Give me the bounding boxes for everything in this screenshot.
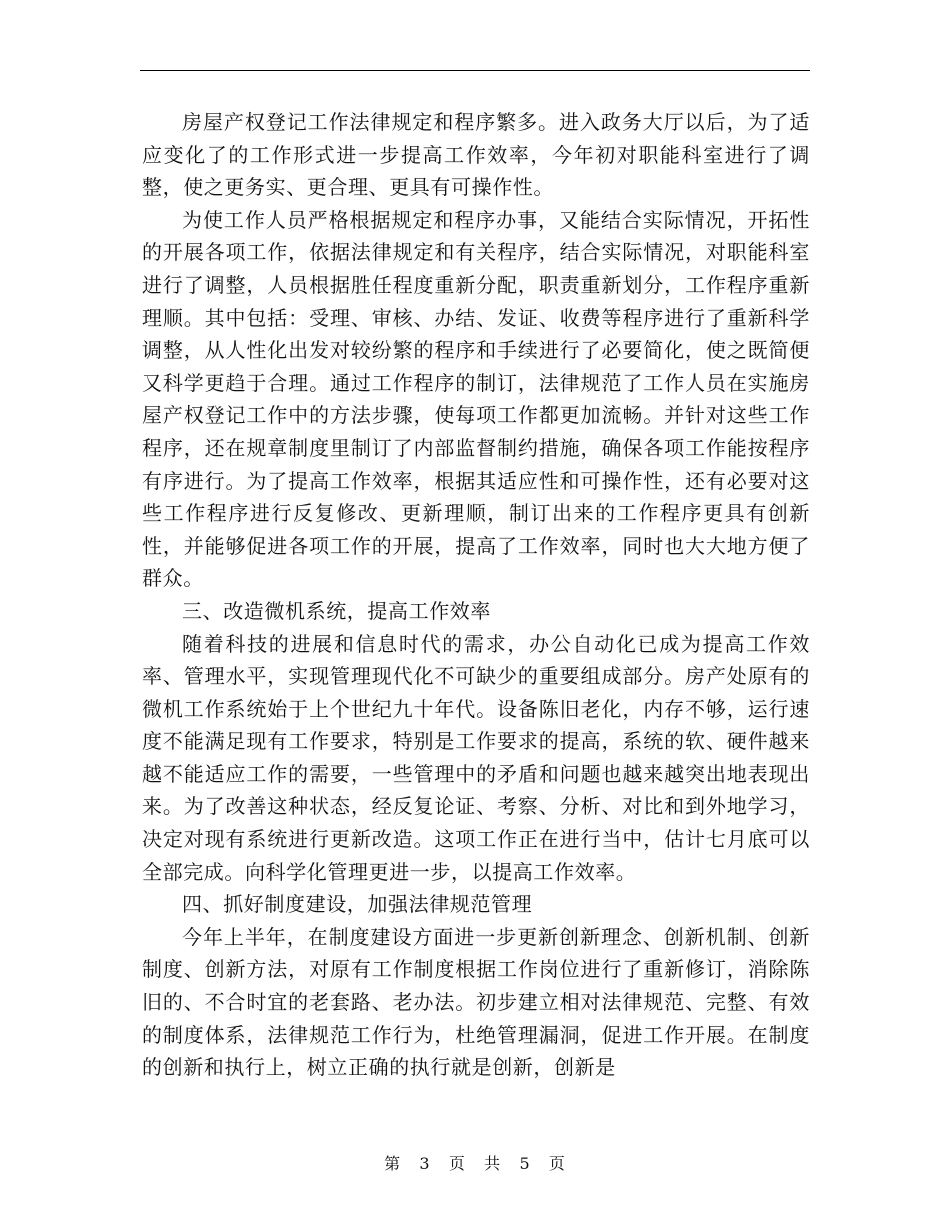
section-heading-4: 四、抓好制度建设，加强法律规范管理: [182, 892, 533, 917]
footer-total-label: 共: [484, 1154, 502, 1173]
paragraph-3: 随着科技的进展和信息时代的需求，办公自动化已成为提高工作效率、管理水平，实现管理现代化不可缺少的重要组成部分。房产处原有的微机工作系统始于上个世纪九十年代。设备陈旧老化，内存不够，运行速度不能满足现有工作要求，特别是工作要求的提高，系统的软、硬件越来越不能适应工作的需要，一些管理中的矛盾和问题也越来越突出地表现出来。为了改善这种状态，经反复论证、考察、分析、对比和到外地学习，决定对现有系统进行更新改造。这项工作正在进行当中，估计七月底可以全部完成。向科学化管理更进一步，以提高工作效率。: [142, 631, 810, 884]
footer-total-pages: 5: [519, 1154, 531, 1173]
section-heading-3: 三、改造微机系统，提高工作效率: [182, 598, 491, 623]
document-body: [142, 106, 810, 1084]
footer-page-label: 页: [448, 1154, 466, 1173]
header-rule: [140, 70, 810, 71]
paragraph-2: 为使工作人员严格根据规定和程序办事，又能结合实际情况，开拓性的开展各项工作，依据法律规定和有关程序，结合实际情况，对职能科室进行了调整，人员根据胜任程度重新分配，职责重新划分，工作程序重新理顺。其中包括：受理、审核、办结、发证、收费等程序进行了重新科学调整，从人性化出发对较纷繁的程序和手续进行了必要简化，使之既简便又科学更趋于合理。通过工作程序的制订，法律规范了工作人员在实施房屋产权登记工作中的方法步骤，使每项工作都更加流畅。并针对这些工作程序，还在规章制度里制订了内部监督制约措施，确保各项工作能按程序有序进行。为了提高工作效率，根据其适应性和可操作性，还有必要对这些工作程序进行反复修改、更新理顺，制订出来的工作程序更具有创新性，并能够促进各项工作的开展，提高了工作效率，同时也大大地方便了群众。: [142, 207, 810, 591]
paragraph-1: 房屋产权登记工作法律规定和程序繁多。进入政务大厅以后，为了适应变化了的工作形式进一步提高工作效率，今年初对职能科室进行了调整，使之更务实、更合理、更具有可操作性。: [142, 110, 810, 200]
page-footer: [0, 1154, 950, 1174]
footer-total-suffix: 页: [548, 1154, 566, 1173]
footer-current-page: 3: [419, 1154, 431, 1173]
footer-prefix: 第: [384, 1154, 402, 1173]
paragraph-4: 今年上半年，在制度建设方面进一步更新创新理念、创新机制、创新制度、创新方法，对原有工作制度根据工作岗位进行了重新修订，消除陈旧的、不合时宜的老套路、老办法。初步建立相对法律规范、完整、有效的制度体系，法律规范工作行为，杜绝管理漏洞，促进工作开展。在制度的创新和执行上，树立正确的执行就是创新，创新是: [142, 924, 810, 1080]
